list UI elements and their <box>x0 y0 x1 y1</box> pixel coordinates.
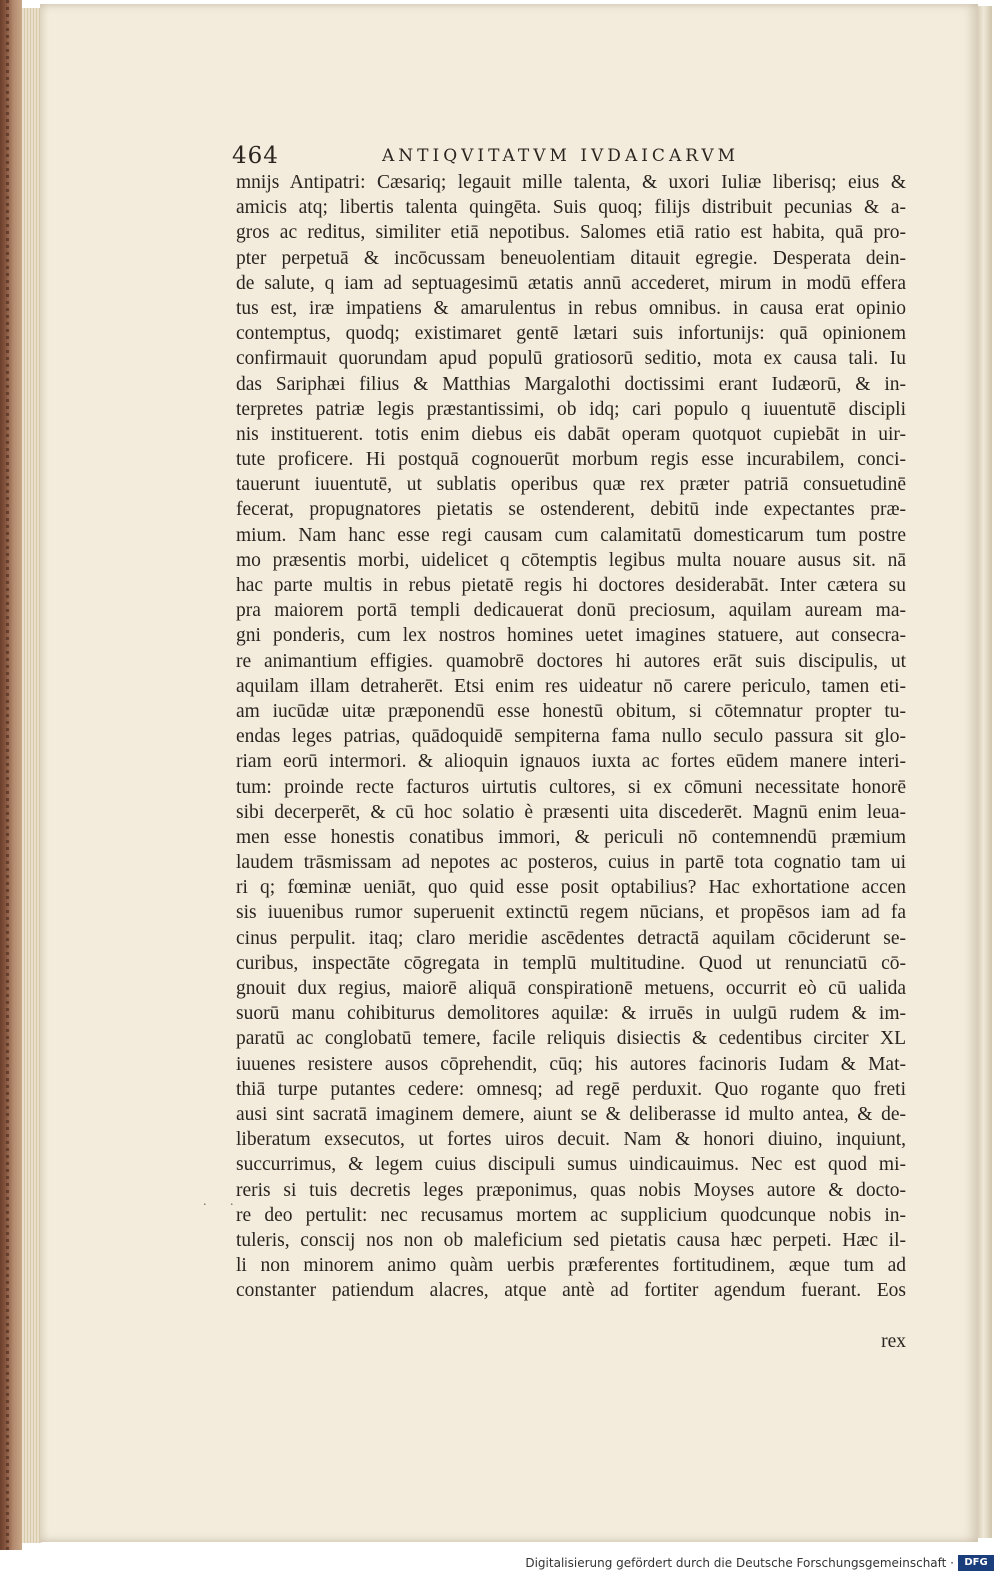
text-line: ri q; fœminæ ueniāt, quo quid esse posit optabilius? Hac exhortatione accen <box>236 877 906 899</box>
digitization-footer <box>0 1552 1000 1577</box>
text-line: confirmauit quorundam apud populū gratiosorū seditio, mota ex causa tali. Iu <box>236 348 906 370</box>
page-header <box>232 143 792 171</box>
running-title: ANTIQVITATVM IVDAICARVM <box>382 146 740 166</box>
dfg-logo: DFG <box>958 1555 994 1571</box>
text-line: nis instituerent. totis enim diebus eis dabāt operam quotquot cupiebāt in uir- <box>236 423 906 445</box>
funding-credit: Digitalisierung gefördert durch die Deutsche Forschungsgemeinschaft · <box>525 1556 954 1570</box>
text-line: tus est, iræ impatiens & amarulentus in rebus omnibus. in causa erat opinio <box>236 297 906 319</box>
text-line: thiā turpe putantes cedere: omnesq; ad regē perduxit. Quo rogante quo freti <box>236 1078 906 1100</box>
text-line: suorū manu cohibiturus demolitores aquilæ: & irruēs in uulgū rudem & im- <box>236 1003 906 1025</box>
text-line: endas leges patrias, quādoquidē sempiterna fama nullo seculo passura sit glo- <box>236 726 906 748</box>
body-text <box>236 170 906 1354</box>
text-line: tuleris, conscij nos non ob maleficium sed pietatis causa hæc perpeti. Hæc il- <box>236 1229 906 1251</box>
text-line: iuuenes resistere ausos cōprehendit, cūq; his autores facinoris Iudam & Mat- <box>236 1053 906 1075</box>
text-line: tute proficere. Hi postquā cognouerūt morbum regis esse incurabilem, conci- <box>236 449 906 471</box>
text-line: amicis atq; libertis talenta quingēta. Suis quoq; filijs distribuit pecunias & a- <box>236 197 906 219</box>
book-binding-edge <box>0 0 22 1550</box>
text-line: succurrimus, & legem cuius discipuli sumus uindicauimus. Nec est quod mi- <box>236 1154 906 1176</box>
text-line: am iucūdæ uitæ præponendū esse honestū obitum, si cōtemnatur propter tu- <box>236 700 906 722</box>
text-line: fecerat, propugnatores pietatis se ostenderent, debitū inde expectantes præ- <box>236 499 906 521</box>
text-line: de salute, q iam ad septuagesimū ætatis annū accederet, mirum in modū effera <box>236 272 906 294</box>
text-line: pter perpetuā & incōcussam beneuolentiam ditauit egregie. Desperata dein- <box>236 247 906 269</box>
text-line: sibi decerperēt, & cū hoc solatio è præsenti uita discederēt. Magnū enim leua- <box>236 801 906 823</box>
text-line: constanter patiendum alacres, atque antè ad fortiter agendum fuerant. Eos <box>236 1280 906 1302</box>
text-line: re animantium effigies. quamobrē doctores hi autores erāt suis discipulis, ut <box>236 650 906 672</box>
text-line: liberatum exsecutos, ut fortes uiros decuit. Nam & honori diuino, inquiunt, <box>236 1129 906 1151</box>
text-line: gros ac reditus, similiter etiā nepotibus. Salomes etiā ratio est habita, quā pro- <box>236 222 906 244</box>
text-line: men esse honestis conatibus immori, & periculi nō contemnendū præmium <box>236 826 906 848</box>
page-stack-edge <box>22 8 42 1543</box>
text-line: terpretes patriæ legis præstantissimi, ob idq; cari populo q iuuentutē discipli <box>236 398 906 420</box>
page-number: 464 <box>232 143 279 169</box>
text-line: paratū ac conglobatū temere, facile reliquis disiectis & cedentibus circiter XL <box>236 1028 906 1050</box>
catchword: rex <box>881 1330 906 1352</box>
text-line: laudem trāsmissam ad nepotes ac posteros, cuius in partē tota cognatio tam ui <box>236 852 906 874</box>
text-line: tum: proinde recte facturos uirtutis cultores, si ex cōmuni necessitate honorē <box>236 776 906 798</box>
text-line: re deo pertulit: nec recusamus mortem ac supplicium quodcunque nobis in- <box>236 1204 906 1226</box>
text-line: tauerunt iuuentutē, ut sublatis operibus quæ rex præter patriā consuetudinē <box>236 474 906 496</box>
page-right-edge <box>978 6 992 1538</box>
text-line: mium. Nam hanc esse regi causam cum calamitatū domesticarum tum postre <box>236 524 906 546</box>
text-line: das Sariphæi filius & Matthias Margalothi doctissimi erant Iudæorū, & in- <box>236 373 906 395</box>
text-line: riam eorū intermori. & alioquin ignauos iuxta ac fortes eūdem manere interi- <box>236 751 906 773</box>
text-line: mo præsentis morbi, uidelicet q cōtemptis legibus multa nouare ausus sit. nā <box>236 549 906 571</box>
text-line: li non minorem animo quàm uerbis præferentes fortitudinem, æque tum ad <box>236 1255 906 1277</box>
margin-mark: . . <box>203 1194 244 1209</box>
text-line: sis iuuenibus rumor superuenit extinctū regem nūcians, et propēsos iam ad fa <box>236 902 906 924</box>
text-line: ausi sint sacratā imaginem demere, aiunt se & deliberasse id multo antea, & de- <box>236 1103 906 1125</box>
text-line <box>236 1303 906 1328</box>
text-line: hac parte multis in rebus pietatē regis hi doctores desiderabāt. Inter cætera su <box>236 575 906 596</box>
text-line: contemptus, quodq; existimaret gentē lætari suis infortunijs: quā opinionem <box>236 323 906 345</box>
text-line: reris si tuis decretis leges præponimus, quas nobis Moyses autore & docto- <box>236 1179 906 1201</box>
text-line: pra maiorem portā templi dedicauerat donū preciosum, aquilam auream ma- <box>236 600 906 622</box>
text-line: cinus perpulit. itaq; claro meridie ascēdentes detractā aquilam cōciderunt se- <box>236 927 906 949</box>
text-line: mnijs Antipatri: Cæsariq; legauit mille talenta, & uxori Iuliæ liberisq; eius & <box>236 172 906 193</box>
text-line: gni ponderis, cum lex nostros homines uetet imagines statuere, aut consecra- <box>236 625 906 647</box>
text-line: curibus, inspectāte cōgregata in templū multitudine. Quod ut renunciatū cō- <box>236 952 906 974</box>
text-line: aquilam illam detraherēt. Etsi enim res uideatur nō carere periculo, tamen eti- <box>236 675 906 697</box>
text-line: gnouit dux regius, maiorē aliquā conspirationē metuens, occurrit eò cū ualida <box>236 978 906 999</box>
